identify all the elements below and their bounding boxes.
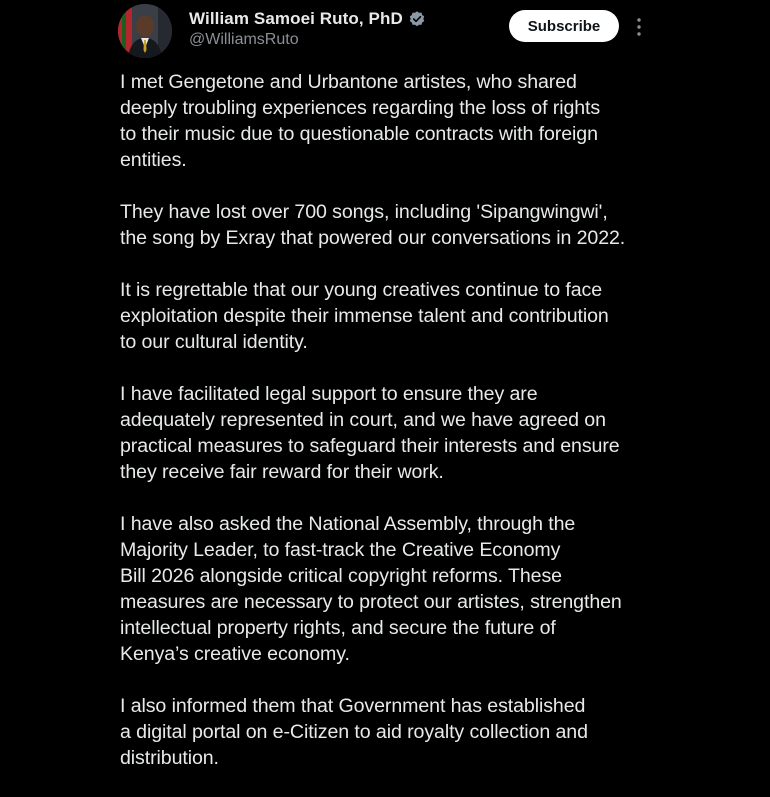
author-handle[interactable]: @WilliamsRuto — [189, 31, 299, 48]
post-line: measures are necessary to protect our artistes, strengthen — [120, 591, 622, 613]
post-line: I have also asked the National Assembly, through the — [120, 513, 576, 535]
subscribe-button[interactable]: Subscribe — [509, 10, 619, 42]
post-line: Kenya’s creative economy. — [120, 643, 350, 665]
post-paragraph — [120, 277, 660, 355]
verified-badge-icon — [408, 10, 426, 28]
post-line: It is regrettable that our young creatives continue to face — [120, 279, 603, 301]
post-paragraph — [120, 693, 660, 771]
post-line: they receive fair reward for their work. — [120, 461, 444, 483]
post-paragraph — [120, 199, 660, 251]
post-line: the song by Exray that powered our conversations in 2022. — [120, 227, 626, 249]
post-line: I also informed them that Government has established — [120, 695, 586, 717]
post-line: Bill 2026 alongside critical copyright reforms. These — [120, 565, 562, 587]
avatar[interactable] — [118, 4, 172, 58]
post-line: distribution. — [120, 747, 219, 769]
post-paragraph — [120, 381, 660, 485]
author-name-row — [189, 9, 426, 29]
post-line: a digital portal on e-Citizen to aid royalty collection and — [120, 721, 588, 743]
post-paragraph — [120, 511, 660, 667]
more-vertical-icon[interactable] — [630, 13, 648, 41]
post-line: to their music due to questionable contracts with foreign — [120, 123, 598, 145]
post-header — [118, 0, 658, 62]
post-line: Majority Leader, to fast-track the Creative Economy — [120, 539, 561, 561]
post-line: entities. — [120, 149, 187, 171]
post-text — [120, 69, 660, 797]
post-line: I met Gengetone and Urbantone artistes, who shared — [120, 71, 577, 93]
post-line: intellectual property rights, and secure the future of — [120, 617, 556, 639]
avatar-image — [118, 4, 172, 58]
post-line: exploitation despite their immense talent and contribution — [120, 305, 609, 327]
post-line: They have lost over 700 songs, including 'Sipangwingwi', — [120, 201, 608, 223]
post-paragraph — [120, 69, 660, 173]
post-line: I have facilitated legal support to ensure they are — [120, 383, 538, 405]
post-line: adequately represented in court, and we have agreed on — [120, 409, 606, 431]
post-line: practical measures to safeguard their interests and ensure — [120, 435, 620, 457]
post-line: deeply troubling experiences regarding the loss of rights — [120, 97, 601, 119]
author-display-name[interactable]: William Samoei Ruto, PhD — [189, 9, 403, 28]
post-line: to our cultural identity. — [120, 331, 308, 353]
